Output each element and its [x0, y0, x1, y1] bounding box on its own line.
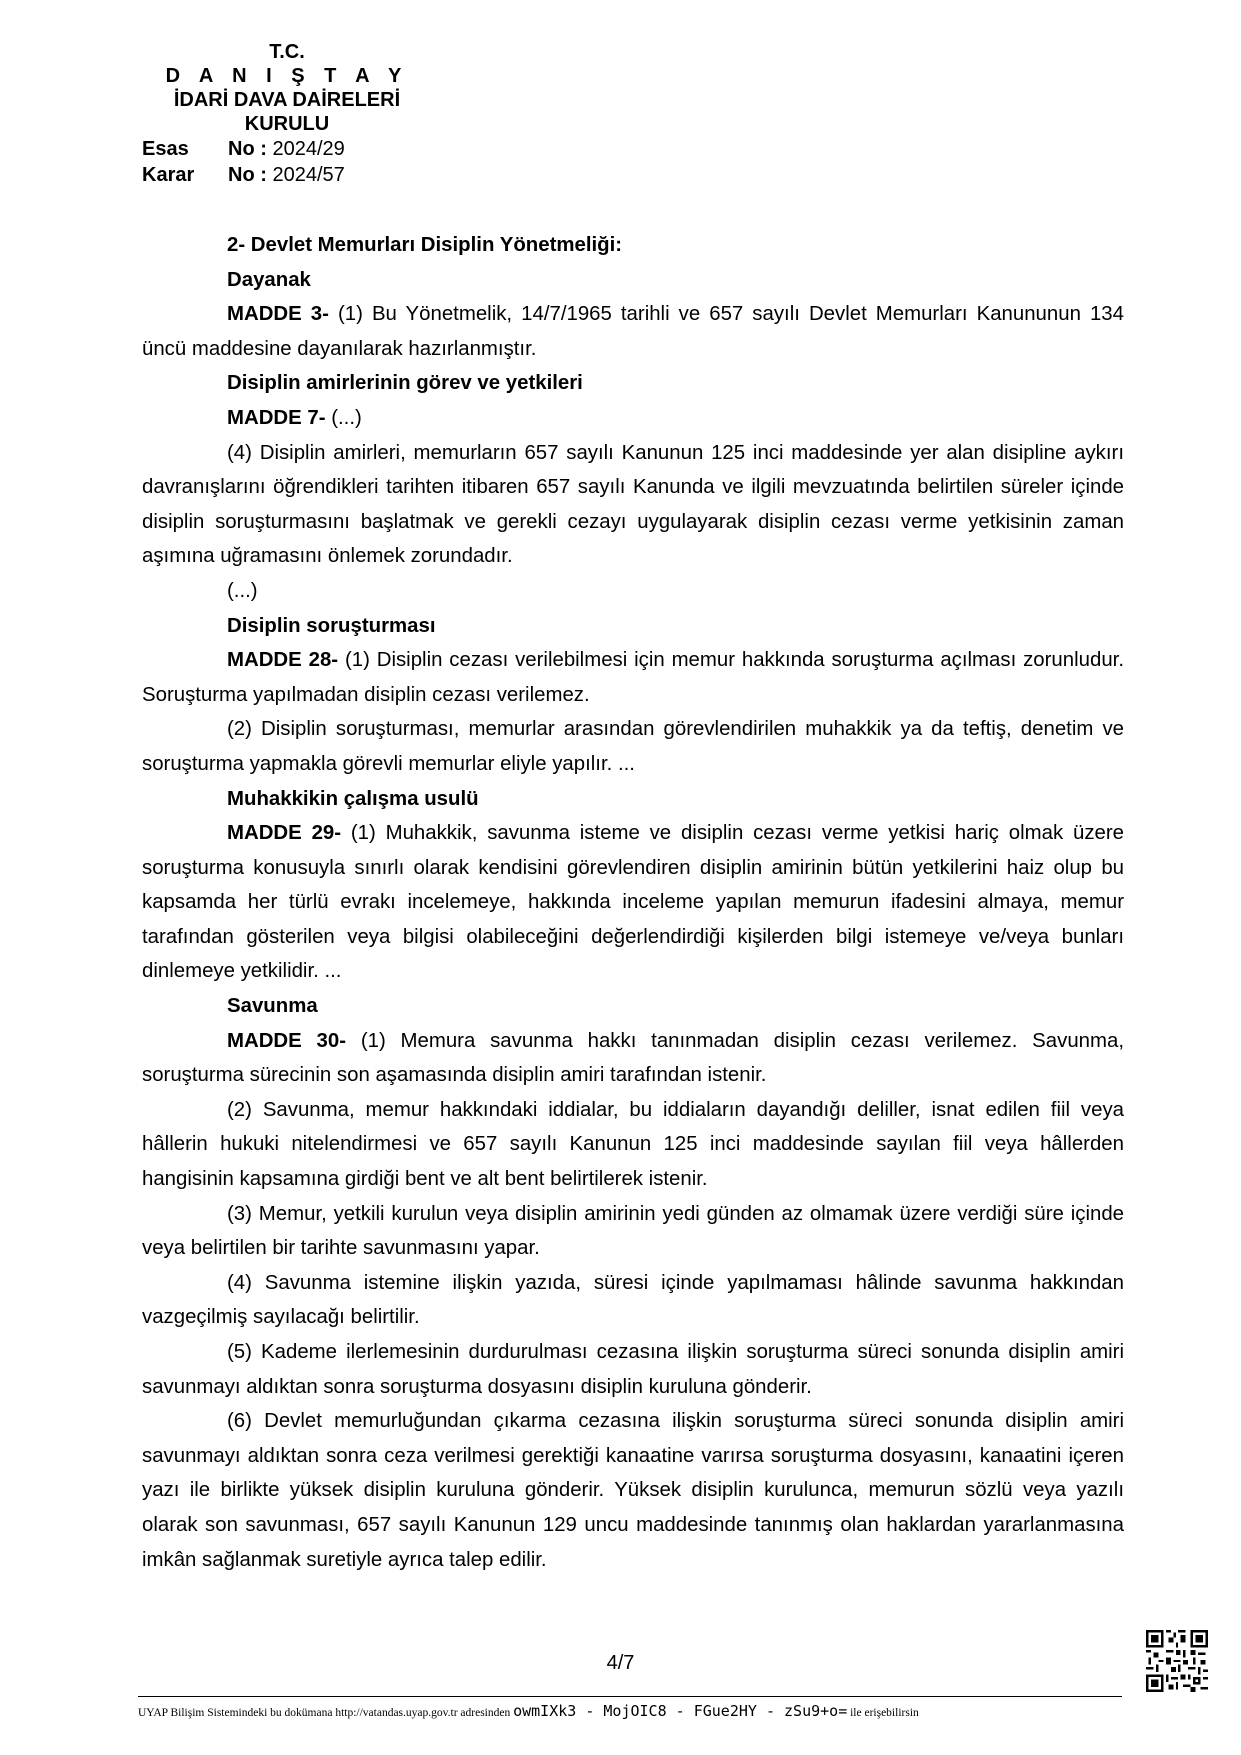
qr-code-icon: [1146, 1630, 1208, 1692]
footer-suffix: ile erişebilirsin: [847, 1707, 919, 1719]
madde-30-paragraph-6: (6) Devlet memurluğundan çıkarma cezasına ilişkin soruşturma süreci sonunda disiplin amiri savunmayı aldıktan sonra ceza verilmesi gerektiği kanaatine varırsa soruşturma dosyasını, kanaatini içeren yazı ile birlikte yüksek disiplin kuruluna gönderir. Yüksek disiplin kurulunca, memurun sözlü veya yazılı olarak son savunması, 657 sayılı Kanunun 129 uncu maddesinde tanınmış olan haklardan yararlanmasına imkân sağlanmak suretiyle ayrıca talep edilir.: [142, 1410, 1124, 1571]
verification-code: owmIXk3 - MojOIC8 - FGue2HY - zSu9+o=: [513, 1702, 848, 1720]
karar-row: [142, 162, 442, 188]
page-number: 4/7: [606, 1652, 635, 1674]
section-title: 2- Devlet Memurları Disiplin Yönetmeliği:: [227, 234, 623, 256]
heading-savunma: Savunma: [227, 995, 318, 1018]
heading-muhakkik: Muhakkikin çalışma usulü: [227, 787, 479, 810]
header-tc: T.C.: [269, 41, 305, 63]
karar-no-label: No :: [228, 164, 267, 186]
heading-dayanak: Dayanak: [227, 268, 311, 291]
heading-disiplin-amirleri: Disiplin amirlerinin görev ve yetkileri: [227, 372, 583, 395]
madde-3-text: (1) Bu Yönetmelik, 14/7/1965 tarihli ve 657 sayılı Devlet Memurları Kanununun 134 üncü maddesine dayanılarak hazırlanmıştır.: [142, 303, 1124, 360]
madde-29-label: MADDE 29-: [227, 822, 342, 845]
madde-30-label: MADDE 30-: [227, 1029, 347, 1052]
header-court: D A N I Ş T A Y: [165, 65, 409, 87]
madde-30-paragraph-4: (4) Savunma istemine ilişkin yazıda, süresi içinde yapılmaması hâlinde savunma hakkından vazgeçilmiş sayılacağı belirtilir.: [142, 1271, 1124, 1329]
madde-28-text: (1) Disiplin cezası verilebilmesi için memur hakkında soruşturma açılması zorunludur. Soruşturma yapılmadan disiplin cezası verilemez.: [142, 649, 1124, 706]
esas-no-label: No :: [228, 138, 267, 160]
madde-7-label: MADDE 7-: [227, 406, 326, 429]
madde-29-text: (1) Muhakkik, savunma isteme ve disiplin cezası verme yetkisi hariç olmak üzere soruşturma konusuyla sınırlı olarak kendisini görevlendiren disiplin amirinin bütün yetkilerini haiz olup bu kapsamda her türlü evrakı incelemeye, hakkında inceleme yapılan memurun ifadesini almaya, memur tarafından gösterilen veya bilgisi olabileceğini değerlendirdiği kişilerden bilgi istemeye ve/veya bunları dinlemeye yetkilidir. ...: [142, 822, 1124, 983]
madde-30-paragraph-5: (5) Kademe ilerlemesinin durdurulması cezasına ilişkin soruşturma süreci sonunda disiplin amiri savunmayı aldıktan sonra soruşturma dosyasını disiplin kuruluna gönderir.: [142, 1341, 1124, 1398]
madde-29: [142, 816, 1124, 989]
madde-7-paragraph-4: (4) Disiplin amirleri, memurların 657 sayılı Kanunun 125 inci maddesinde yer alan disipline aykırı davranışlarını öğrendikleri tarihten itibaren 657 sayılı Kanunda ve ilgili mevzuatında belirtilen süreler içinde disiplin soruşturmasını başlatmak ve gerekli cezayı uygulayarak disiplin cezası verme yetkisinin zaman aşımına uğramasını önlemek zorundadır.: [142, 441, 1124, 568]
ellipsis: (...): [227, 579, 258, 602]
heading-disiplin-sorusturmasi: Disiplin soruşturması: [227, 614, 436, 637]
footer-prefix: UYAP Bilişim Sistemindeki bu dokümana http://vatandas.uyap.gov.tr adresinden: [138, 1707, 514, 1719]
madde-3-label: MADDE 3-: [227, 303, 329, 326]
madde-7-text: (...): [325, 406, 362, 429]
madde-30-paragraph-2: (2) Savunma, memur hakkındaki iddialar, bu iddiaların dayandığı deliller, isnat edilen fiil veya hâllerin hukuki nitelendirmesi ve 657 sayılı Kanunun 125 inci maddesinde sayılan fiil veya hâllerden hangisinin kapsamına girdiği bent ve alt bent belirtilerek istenir.: [142, 1098, 1124, 1191]
karar-label: Karar: [142, 164, 195, 186]
madde-28: [142, 643, 1124, 712]
madde-3: [142, 297, 1124, 366]
madde-7: [142, 401, 1124, 436]
madde-28-paragraph-2: (2) Disiplin soruşturması, memurlar arasından görevlendirilen muhakkik ya da teftiş, denetim ve soruşturma yapmakla görevli memurlar eliyle yapılır. ...: [142, 718, 1124, 775]
madde-30-paragraph-3: (3) Memur, yetkili kurulun veya disiplin amirinin yedi günden az olmamak üzere verdiği süre içinde veya belirtilen bir tarihte savunmasını yapar.: [142, 1202, 1124, 1260]
header-board-line1: İDARİ DAVA DAİRELERİ: [173, 89, 401, 111]
footer-divider: [138, 1696, 1122, 1697]
madde-30: [142, 1024, 1124, 1093]
madde-28-label: MADDE 28-: [227, 649, 339, 672]
esas-row: [142, 136, 442, 162]
header-board-line2: KURULU: [244, 113, 330, 135]
madde-30-text: (1) Memura savunma hakkı tanınmadan disiplin cezası verilemez. Savunma, soruşturma sürecinin son aşamasında disiplin amiri tarafından istenir.: [142, 1029, 1124, 1087]
document-body: [142, 228, 1124, 1577]
document-header: [142, 40, 442, 188]
karar-value: 2024/57: [272, 164, 345, 186]
esas-label: Esas: [142, 138, 189, 160]
footer-verification: [138, 1702, 1128, 1720]
esas-value: 2024/29: [272, 138, 345, 160]
